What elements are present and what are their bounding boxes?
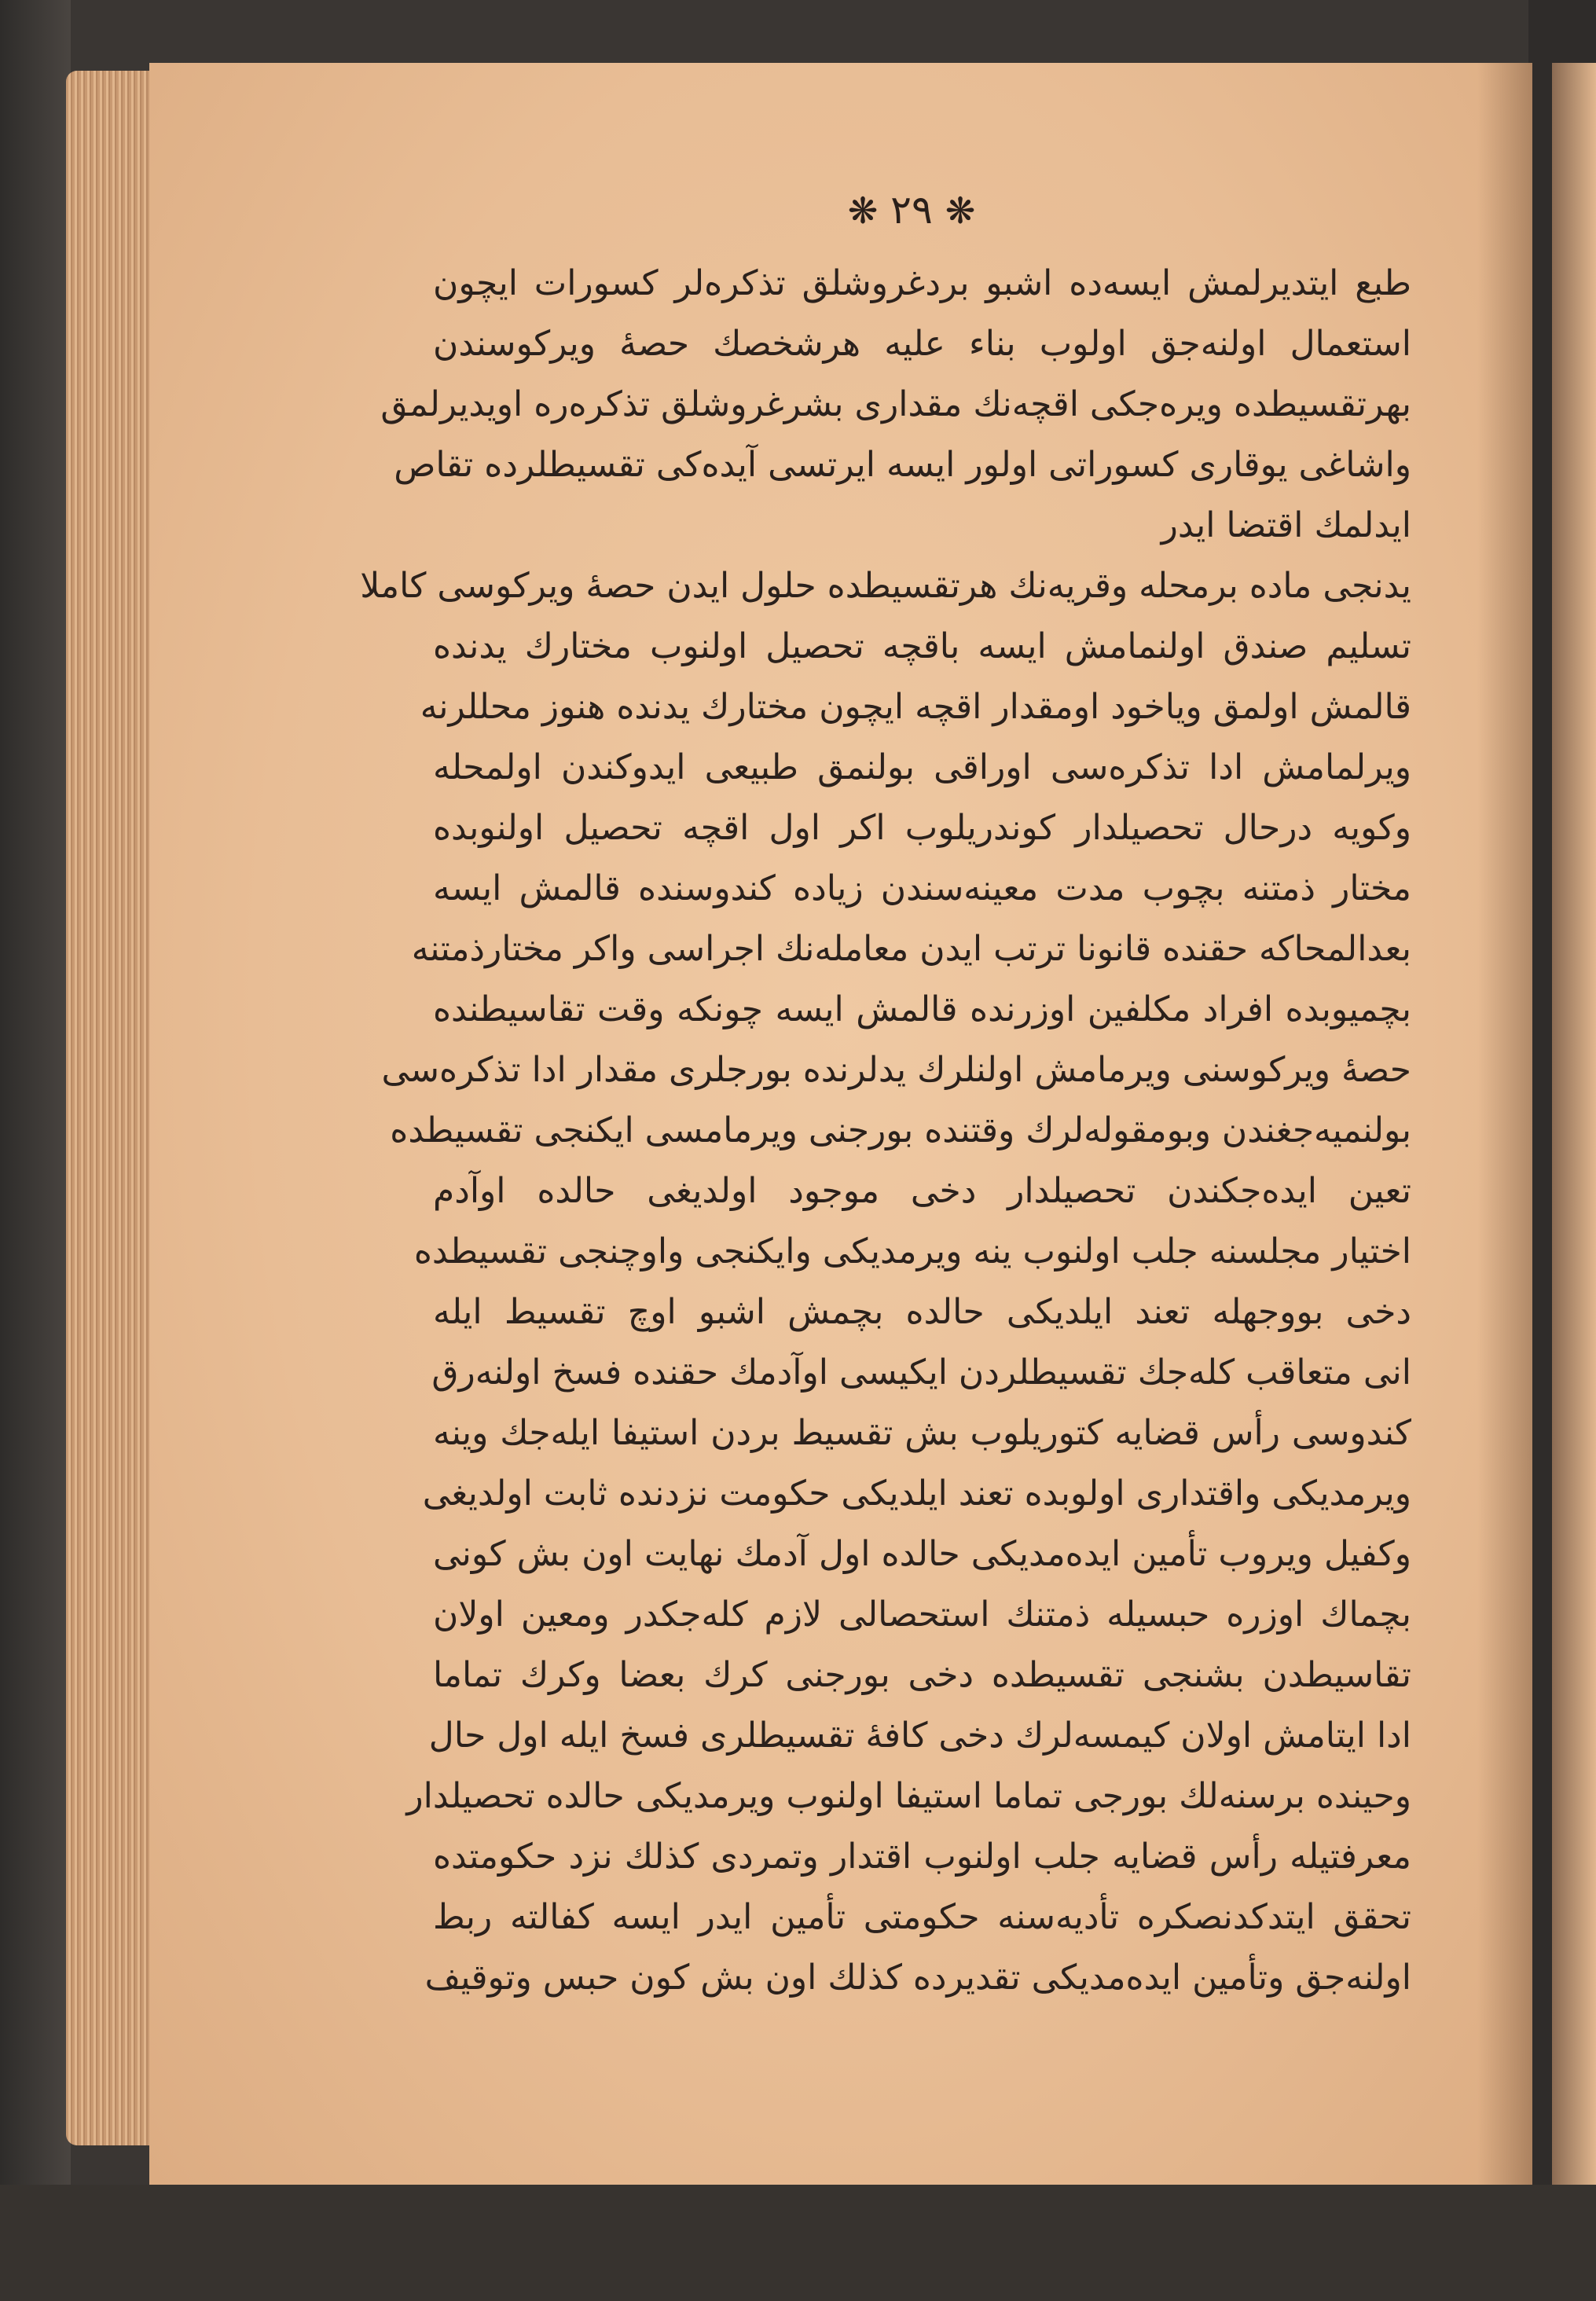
ornament-right-icon: ❋ (945, 189, 976, 232)
text-line: واشاغی یوقاری کسوراتی اولور ایسه ایرتسی آیده‌کی تقسیطلرده تقاص (394, 445, 1411, 485)
text-line: وکفیل ویروب تأمین ایده‌مدیکی حالده اول آدمك نهایت اون بش کونی (433, 1534, 1411, 1574)
text-line: اولنه‌جق وتأمین ایده‌مدیکی تقدیرده کذلك اون بش کون حبس وتوقیف (424, 1958, 1411, 1998)
text-line: کندوسی رأس قضایه کتوریلوب بش تقسیط بردن استیفا ایله‌جك وینه (433, 1413, 1411, 1453)
text-line: طبع ایتدیرلمش ایسه‌ده اشبو بردغروشلق تذکره‌لر کسورات ایچون (433, 263, 1411, 303)
text-line: بهرتقسیطده ویره‌جکی اقچه‌نك مقداری بشرغروشلق تذکره‌ره اویدیرلمق (380, 384, 1411, 424)
scan-background-left (0, 0, 71, 2301)
body-text (360, 253, 1411, 2008)
page-gutter-shadow (1477, 63, 1532, 2185)
text-line: قالمش اولمق وياخود اومقدار اقچه ایچون مختارك یدنده هنوز محللرنه (420, 687, 1411, 727)
text-line: انی متعاقب کله‌جك تقسیطلردن ایکیسی اوآدمك حقنده فسخ اولنه‌رق (431, 1352, 1411, 1393)
text-line: حصهٔ ویرکوسنی ویرمامش اولنلرك یدلرنده بورجلری مقدار ادا تذکره‌سی (381, 1050, 1411, 1090)
text-line: ادا ایتامش اولان کیمسه‌لرك دخی کافهٔ تقسیطلری فسخ ایله اول حال (428, 1716, 1411, 1756)
text-line: یدنجی ماده برمحله وقریه‌نك هرتقسیطده حلول ایدن حصهٔ ویرکوسی کاملا (360, 566, 1411, 606)
book-page-edges (66, 71, 160, 2145)
text-line: ایدلمك اقتضا ایدر (1161, 505, 1411, 545)
text-line: مختار ذمتنه بچوب مدت معینه‌سندن زیاده کندوسنده قالمش ایسه (433, 868, 1411, 908)
text-line: اختیار مجلسنه جلب اولنوب ینه ویرمدیکی وایکنجی واوچنجی تقسیطده (413, 1231, 1411, 1272)
text-line: ویرمدیکی واقتداری اولوبده تعند ایلدیکی حکومت نزدنده ثابت اولدیغی (422, 1473, 1411, 1514)
text-line: معرفتیله رأس قضایه جلب اولنوب اقتدار وتمردی کذلك نزد حکومتده (433, 1837, 1411, 1877)
text-line: وحینده برسنه‌لك بورجی تماما استیفا اولنوب ویرمدیکی حالده تحصیلدار (406, 1776, 1411, 1816)
text-line: وکویه درحال تحصیلدار کوندریلوب اکر اول اقچه تحصیل اولنوبده (433, 808, 1411, 848)
text-line: تسلیم صندق اولنمامش ایسه باقچه تحصیل اولنوب مختارك یدنده (433, 626, 1411, 666)
page-number: ٢٩ (890, 187, 933, 233)
text-line: تحقق ایتدکدنصکره تأدیه‌سنه حکومتی تأمین ایدر ایسه کفالته ربط (433, 1897, 1411, 1937)
text-line: بولنمیه‌جغندن وبومقوله‌لرك وقتنده بورجنی ویرمامسی ایکنجی تقسیطده (390, 1110, 1411, 1150)
text-line: استعمال اولنه‌جق اولوب بناء علیه هرشخصك حصهٔ ویرکوسندن (433, 324, 1411, 364)
text-line: بچمیوبده افراد مکلفین اوزرنده قالمش ایسه چونکه وقت تقاسیطنده (433, 989, 1411, 1029)
text-line: بعدالمحاکه حقنده قانونا ترتب ایدن معامله‌نك اجراسی واکر مختارذمتنه (411, 929, 1411, 969)
ornament-left-icon: ❋ (847, 189, 879, 232)
text-line: بچماك اوزره حبسیله ذمتنك استحصالی لازم کله‌جکدر ومعین اولان (433, 1595, 1411, 1635)
next-page-edge (1552, 63, 1596, 2185)
page-number-header (833, 187, 990, 233)
text-line: تقاسیطدن بشنجی تقسیطده دخی بورجنی کرك بعضا وکرك تماما (433, 1655, 1411, 1695)
text-line: دخی بووجهله تعند ایلدیکی حالده بچمش اشبو اوچ تقسیط ایله (433, 1292, 1411, 1332)
text-line: تعین ایده‌جکندن تحصیلدار دخی موجود اولدیغی حالده اوآدم (433, 1171, 1411, 1211)
scan-background-bottom (0, 2185, 1596, 2301)
text-line: ویرلمامش ادا تذکره‌سی اوراقی بولنمق طبیعی ایدوکندن اولمحله (433, 747, 1411, 787)
